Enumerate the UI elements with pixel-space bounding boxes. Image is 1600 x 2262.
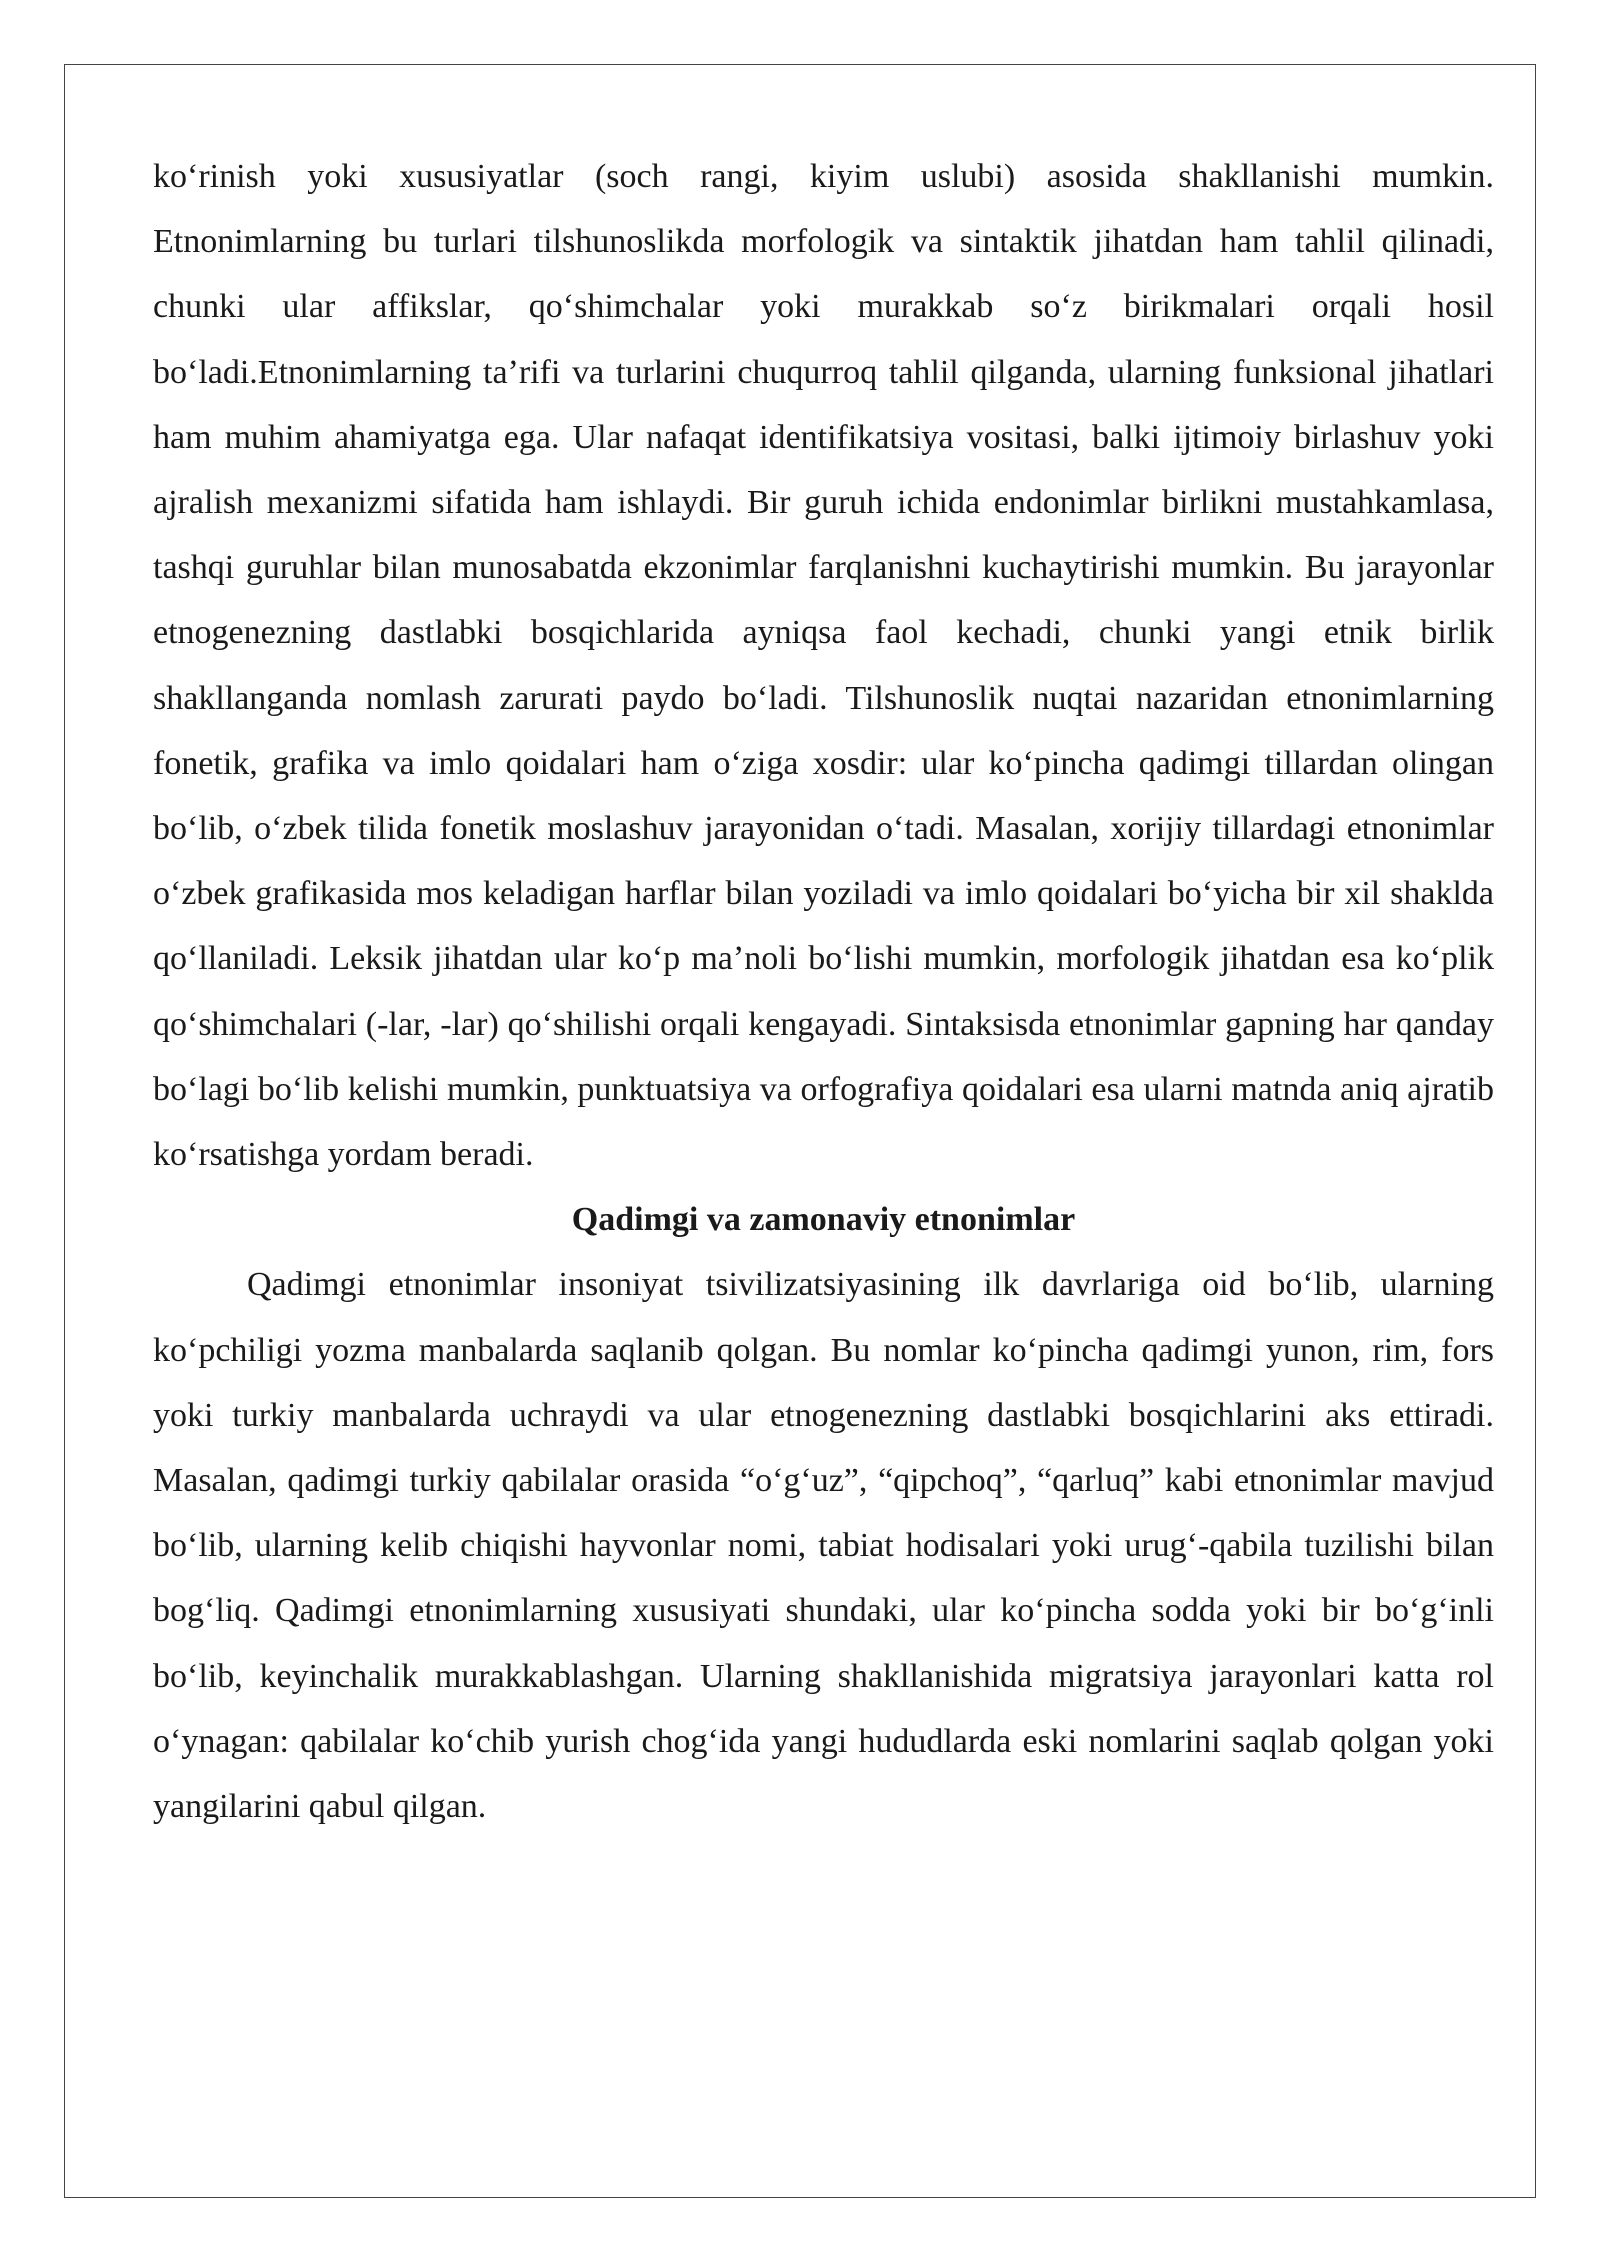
paragraph-ancient-ethnonyms: Qadimgi etnonimlar insoniyat tsivilizatsiyasining ilk davrlariga oid boʻlib, ularning koʻpchiligi yozma manbalarda saqlanib qolgan. Bu nomlar koʻpincha qadimgi yunon, rim, fors yoki turkiy manbalarda uchraydi va ular etnogenezning dastlabki bosqichlarini aks ettiradi. Masalan, qadimgi turkiy qabilalar orasida “oʻgʻuz”, “qipchoq”, “qarluq” kabi etnonimlar mavjud boʻlib, ularning kelib chiqishi hayvonlar nomi, tabiat hodisalari yoki urugʻ-qabila tuzilishi bilan bogʻliq. Qadimgi etnonimlarning xususiyati shundaki, ular koʻpincha sodda yoki bir boʻgʻinli boʻlib, keyinchalik murakkablashgan. Ularning shakllanishida migratsiya jarayonlari katta rol oʻynagan: qabilalar koʻchib yurish chogʻida yangi hududlarda eski nomlarini saqlab qolgan yoki yangilarini qabul qilgan.	[153, 1266, 1494, 1826]
paragraph-continuation: koʻrinish yoki xususiyatlar (soch rangi, kiyim uslubi) asosida shakllanishi mumkin. Etnonimlarning bu turlari tilshunoslikda morfologik va sintaktik jihatdan ham tahlil qilinadi, chunki ular affikslar, qoʻshimchalar yoki murakkab soʻz birikmalari orqali hosil boʻladi.Etnonimlarning taʼrifi va turlarini chuqurroq tahlil qilganda, ularning funksional jihatlari ham muhim ahamiyatga ega. Ular nafaqat identifikatsiya vositasi, balki ijtimoiy birlashuv yoki ajralish mexanizmi sifatida ham ishlaydi. Bir guruh ichida endonimlar birlikni mustahkamlasa, tashqi guruhlar bilan munosabatda ekzonimlar farqlanishni kuchaytirishi mumkin. Bu jarayonlar etnogenezning dastlabki bosqichlarida ayniqsa faol kechadi, chunki yangi etnik birlik shakllanganda nomlash zarurati paydo boʻladi. Tilshunoslik nuqtai nazaridan etnonimlarning fonetik, grafika va imlo qoidalari ham oʻziga xosdir: ular koʻpincha qadimgi tillardan olingan boʻlib, oʻzbek tilida fonetik moslashuv jarayonidan oʻtadi. Masalan, xorijiy tillardagi etnonimlar oʻzbek grafikasida mos keladigan harflar bilan yoziladi va imlo qoidalari boʻyicha bir xil shaklda qoʻllaniladi. Leksik jihatdan ular koʻp maʼnoli boʻlishi mumkin, morfologik jihatdan esa koʻplik qoʻshimchalari (-lar, -lar) qoʻshilishi orqali kengayadi. Sintaksisda etnonimlar gapning har qanday boʻlagi boʻlib kelishi mumkin, punktuatsiya va orfografiya qoidalari esa ularni matnda aniq ajratib koʻrsatishga yordam beradi.	[153, 158, 1494, 1174]
section-heading: Qadimgi va zamonaviy etnonimlar	[571, 1201, 1076, 1239]
document-body	[153, 144, 1494, 1839]
